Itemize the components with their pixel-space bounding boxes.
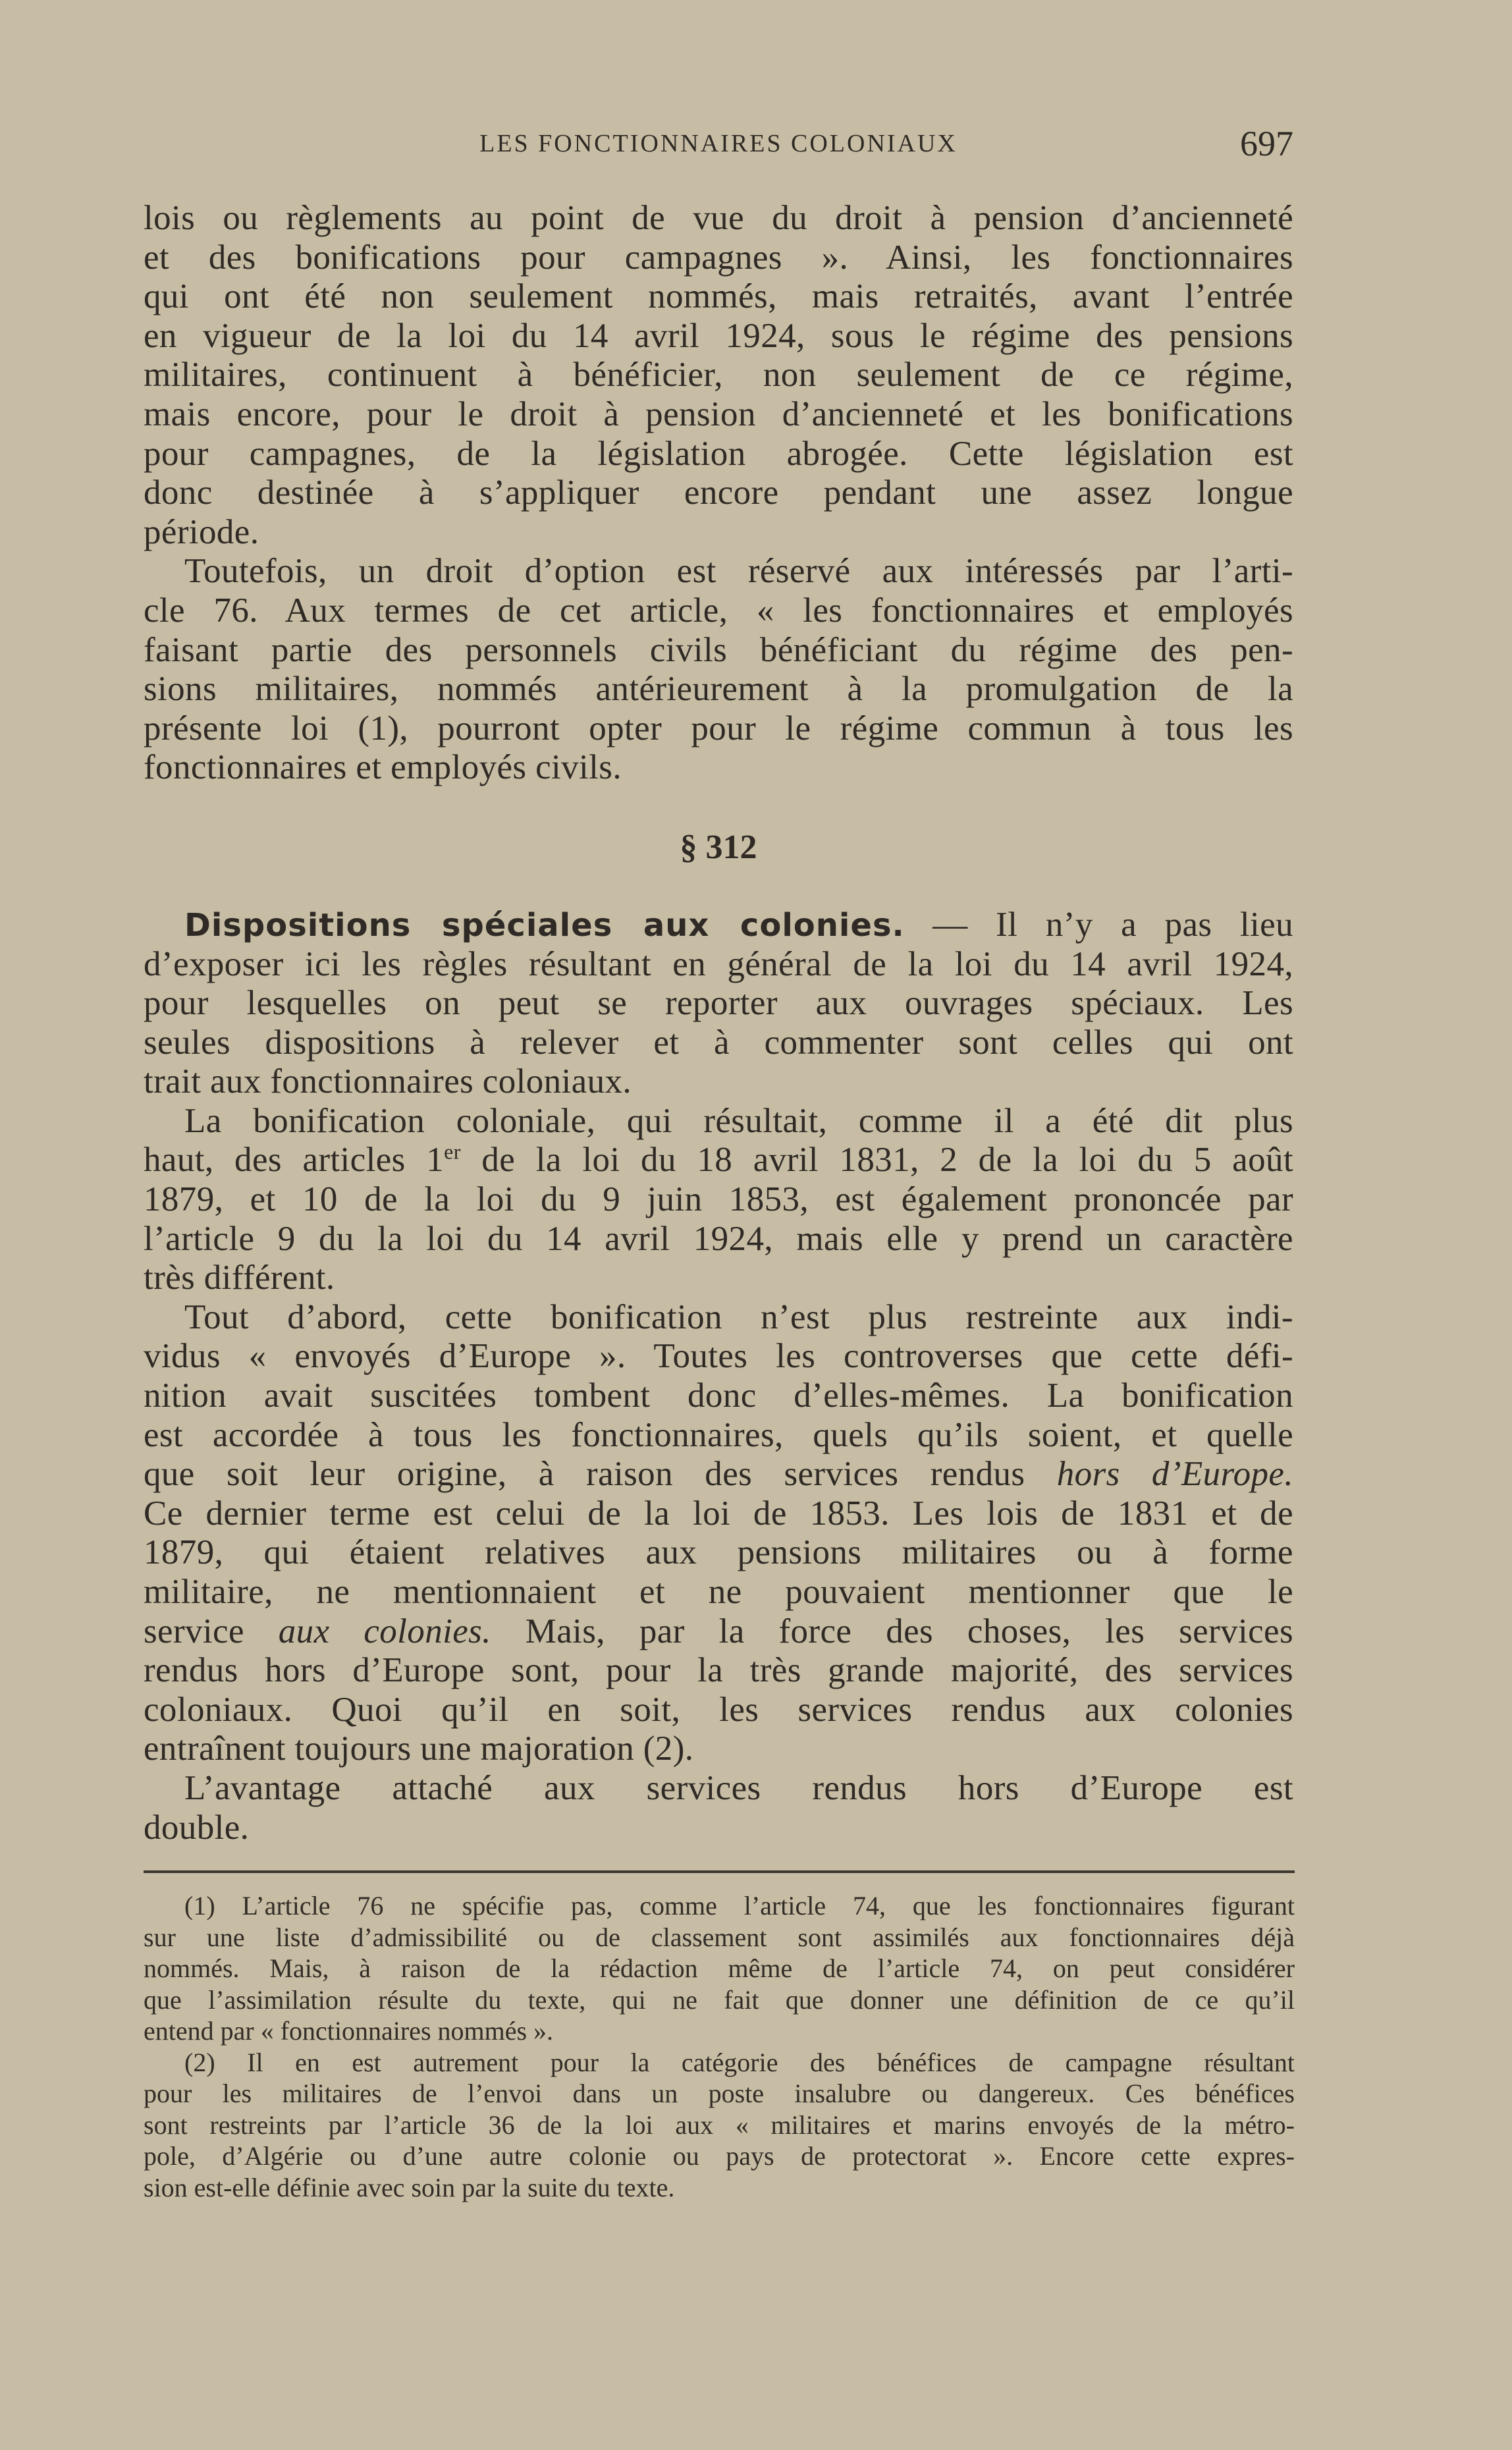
text-line	[144, 1141, 1293, 1180]
text-line	[144, 906, 1293, 945]
text-line: pour campagnes, de la législation abrogée. Cette législation est	[144, 434, 1293, 473]
text-line: Tout d’abord, cette bonification n’est plus restreinte aux indi-	[184, 1297, 1293, 1336]
text-line: donc destinée à s’appliquer encore pendant une assez longue	[144, 474, 1293, 512]
text-line: 1879, qui étaient relatives aux pensions militaires ou à forme	[144, 1533, 1293, 1572]
text-line: mais encore, pour le droit à pension d’ancienneté et les bonifications	[144, 395, 1293, 433]
text-line: qui ont été non seulement nommés, mais retraités, avant l’entrée	[144, 277, 1293, 316]
italic-text: aux colonies.	[278, 1612, 491, 1650]
text-run: de la loi du 18 avril 1831, 2 de la loi du 5 août	[460, 1141, 1294, 1180]
paragraph	[144, 906, 1293, 1102]
text-line: l’article 9 du la loi du 14 avril 1924, mais elle y prend un caractère	[144, 1219, 1293, 1258]
text-run: que soit leur origine, à raison des services rendus	[144, 1455, 1057, 1494]
section-heading: § 312	[680, 828, 757, 866]
bold-run-in-heading: Dispositions spéciales aux colonies.	[184, 906, 905, 944]
text-line: très différent.	[144, 1259, 335, 1297]
text-line: Toutefois, un droit d’option est réservé aux intéressés par l’arti-	[184, 552, 1293, 591]
text-line: vidus « envoyés d’Europe ». Toutes les controverses que cette défi-	[144, 1337, 1293, 1376]
text-line	[144, 1612, 1293, 1652]
text-line: militaires, continuent à bénéficier, non seulement de ce régime,	[144, 356, 1293, 395]
text-line: que l’assimilation résulte du texte, qui ne fait que donner une définition de ce qu’il	[144, 1984, 1295, 2015]
text-line	[144, 1455, 1293, 1494]
footnote	[144, 2047, 1295, 2204]
paragraph	[144, 1102, 1293, 1298]
text-line: période.	[144, 512, 259, 551]
text-line: pour les militaires de l’envoi dans un poste insalubre ou dangereux. Ces bénéfices	[144, 2079, 1295, 2108]
text-run: Mais, par la force des choses, les services	[491, 1612, 1293, 1650]
text-line: trait aux fonctionnaires coloniaux.	[144, 1062, 632, 1101]
text-line: 1879, et 10 de la loi du 9 juin 1853, est également prononcée par	[144, 1180, 1293, 1219]
page-number: 697	[1240, 124, 1293, 163]
text-line: seules dispositions à relever et à commenter sont celles qui ont	[144, 1023, 1293, 1062]
text-line: (2) Il en est autrement pour la catégorie des bénéfices de campagne résultant	[184, 2047, 1295, 2077]
text-line: nition avait suscitées tombent donc d’elles-mêmes. La bonification	[144, 1376, 1293, 1415]
text-line: sont restreints par l’article 36 de la loi aux « militaires et marins envoyés de la métro-	[144, 2110, 1295, 2140]
text-run: haut, des articles 1	[144, 1141, 445, 1180]
text-line: militaire, ne mentionnaient et ne pouvaient mentionner que le	[144, 1573, 1293, 1611]
text-line: sur une liste d’admissibilité ou de classement sont assimilés aux fonctionnaires déjà	[144, 1922, 1295, 1952]
text-line: La bonification coloniale, qui résultait, comme il a été dit plus	[184, 1101, 1293, 1140]
text-line: nommés. Mais, à raison de la rédaction même de l’article 74, on peut considérer	[144, 1953, 1295, 1983]
paragraph	[144, 1298, 1293, 1769]
italic-text: hors d’Europe.	[1056, 1455, 1293, 1494]
main-text	[144, 199, 1293, 1847]
text-line: Ce dernier terme est celui de la loi de 1853. Les lois de 1831 et de	[144, 1494, 1293, 1533]
text-line: coloniaux. Quoi qu’il en soit, les services rendus aux colonies	[144, 1690, 1293, 1729]
text-line: pour lesquelles on peut se reporter aux ouvrages spéciaux. Les	[144, 984, 1293, 1023]
text-line: d’exposer ici les règles résultant en général de la loi du 14 avril 1924,	[144, 944, 1293, 983]
text-line: (1) L’article 76 ne spécifie pas, comme l’article 74, que les fonctionnaires figurant	[184, 1891, 1295, 1920]
text-line: en vigueur de la loi du 14 avril 1924, sous le régime des pensions	[144, 316, 1293, 355]
paragraphs-after-section	[144, 906, 1293, 1847]
text-line: sions militaires, nommés antérieurement à la promulgation de la	[144, 670, 1293, 709]
text-line: L’avantage attaché aux services rendus hors d’Europe est	[184, 1768, 1293, 1807]
page-header	[144, 124, 1293, 163]
text-line: pole, d’Algérie ou d’une autre colonie ou pays de protectorat ». Encore cette expres-	[144, 2141, 1295, 2171]
running-title: LES FONCTIONNAIRES COLONIAUX	[479, 130, 958, 157]
text-line: présente loi (1), pourront opter pour le régime commun à tous les	[144, 709, 1293, 748]
paragraph	[144, 1769, 1293, 1847]
paragraphs-before-section	[144, 199, 1293, 788]
footnotes	[144, 1890, 1295, 2203]
text-line: faisant partie des personnels civils bénéficiant du régime des pen-	[144, 630, 1293, 669]
text-line: double.	[144, 1808, 250, 1847]
text-run: service	[144, 1612, 279, 1650]
text-line: cle 76. Aux termes de cet article, « les fonctionnaires et employés	[144, 591, 1293, 630]
text-line: sion est-elle définie avec soin par la suite du texte.	[144, 2172, 675, 2202]
text-line: rendus hors d’Europe sont, pour la très grande majorité, des services	[144, 1651, 1293, 1690]
paragraph	[144, 552, 1293, 788]
text-line: est accordée à tous les fonctionnaires, quels qu’ils soient, et quelle	[144, 1415, 1293, 1454]
text-line: entend par « fonctionnaires nommés ».	[144, 2016, 554, 2046]
footnote	[144, 1890, 1295, 2047]
superscript: er	[444, 1139, 461, 1164]
text-line: fonctionnaires et employés civils.	[144, 748, 622, 787]
text-run: — Il n’y a pas lieu	[904, 905, 1294, 944]
text-line: lois ou règlements au point de vue du droit à pension d’ancienneté	[144, 199, 1293, 237]
text-line: et des bonifications pour campagnes ». Ainsi, les fonctionnaires	[144, 238, 1293, 277]
paragraph	[144, 199, 1293, 552]
text-line: entraînent toujours une majoration (2).	[144, 1729, 694, 1768]
footnote-divider	[144, 1870, 1295, 1873]
